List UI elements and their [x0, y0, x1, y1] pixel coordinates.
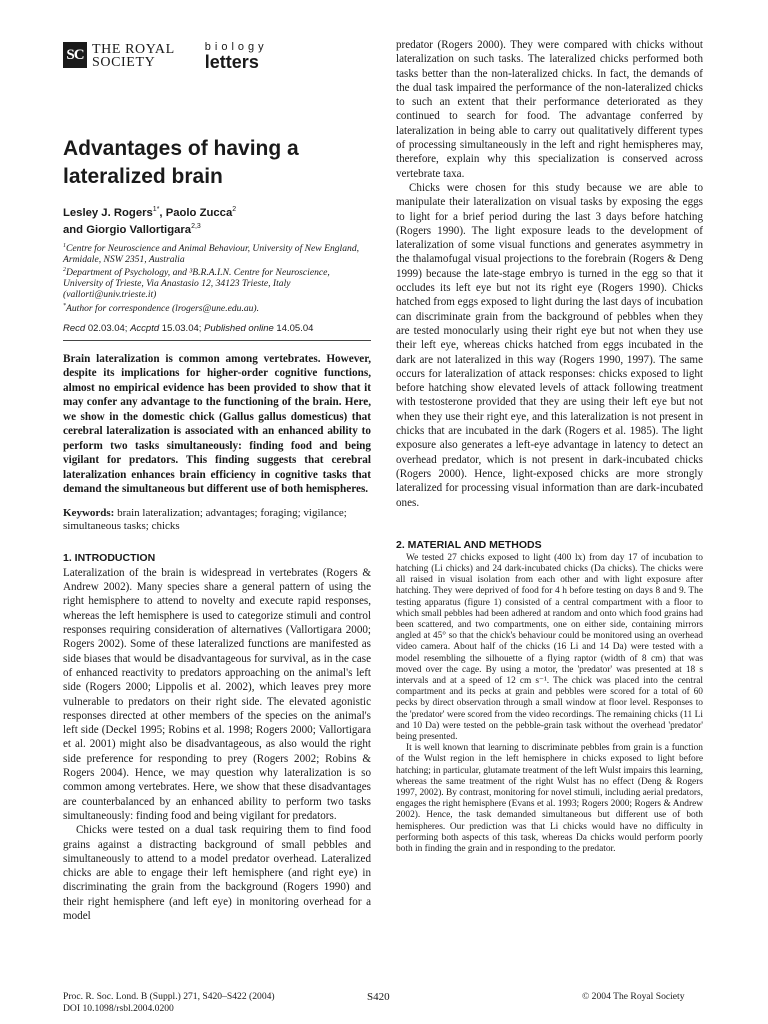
- author-3-sup: 2,3: [191, 222, 201, 230]
- affiliation-2: [63, 265, 371, 301]
- intro-paragraph-3: predator (Rogers 2000). They were compared with chicks without lateralization on such tasks. The lateralized chicks performed both tasks better than the non-lateralized chicks. In fact, the demands of the dual task impaired the performance of the non-lateralized chicks to such an extent that their performance deteriorated as they continued to search for food. The advantage conferred by lateralization in being able to carry out qualitatively different types of processing simultaneously in the left and right hemispheres may, therefore, explain why this specialization is conserved across vertebrate taxa.: [396, 39, 703, 180]
- society-line-1: THE ROYAL: [92, 42, 175, 57]
- doi-text: DOI 10.1098/rsbl.2004.0200: [63, 1002, 174, 1014]
- section-heading-methods: 2. MATERIAL AND METHODS: [396, 538, 542, 551]
- author-3: and Giorgio Vallortigara: [63, 223, 192, 236]
- journal-name-small: biology: [204, 41, 268, 53]
- dates-line: [63, 323, 371, 341]
- journal-name-big: letters: [204, 52, 259, 72]
- author-1: Lesley J. Rogers: [63, 206, 153, 219]
- affiliation-3: [63, 301, 371, 315]
- author-2: , Paolo Zucca: [159, 206, 233, 219]
- author-2-sup: 2: [232, 206, 237, 213]
- affiliation-1-sup: 1: [63, 242, 66, 249]
- right-column: [396, 38, 703, 855]
- copyright: © 2004 The Royal Society: [582, 991, 685, 1002]
- affiliation-2-text: Department of Psychology, and ³B.R.A.I.N. Centre for Neuroscience, University of Trieste, Via Anastasio 12, 34123 Trieste, Italy (vallorti@univ.trieste.it): [63, 267, 330, 301]
- recd-label: Recd: [63, 322, 86, 334]
- affiliation-1-text: Centre for Neuroscience and Animal Behaviour, University of New England, Armidale, NSW 2351, Australia: [63, 242, 360, 265]
- abstract: Brain lateralization is common among vertebrates. However, despite its implications for higher-order cognitive functions, almost no empirical evidence has been provided to show that it may confer any advantage to the functioning of the brain. Here, we show in the domestic chick (Gallus gallus domesticus) that cerebral lateralization is associated with an enhanced ability to perform two tasks simultaneously: finding food and being vigilant for predators. This finding suggests that cerebral lateralization enhances brain efficiency in cognitive tasks that demand the simultaneous but different use of both hemispheres.: [63, 352, 371, 496]
- affiliations: [63, 241, 371, 315]
- published-date: 14.05.04: [276, 322, 314, 334]
- article-title: Advantages of having a lateralized brain: [63, 137, 299, 188]
- affiliation-3-text: Author for correspondence (lrogers@une.edu.au).: [66, 303, 260, 315]
- author-list: [63, 203, 371, 237]
- keywords-text: brain lateralization; advantages; foraging; vigilance; simultaneous tasks; chicks: [63, 506, 347, 533]
- affiliation-1: [63, 241, 371, 266]
- intro-paragraph-4: Chicks were chosen for this study because we are able to manipulate their lateralization on visual tasks by exposing the eggs to light for a brief period during the last 3 days before hatching (Rogers 1990). The light exposure leads to the development of lateralization of some visual functions and generates asymmetry in the thalamofugal visual projections to the forebrain (Rogers & Deng 1999) because the late-stage embryo is turned in the egg so that it occludes its left eye but not its right eye (Rogers 1990). Chicks hatched from eggs exposed to light during the last days of incubation can discriminate grain from the background of pebbles when they are tested monocularly using their right eye but not when they use their left eye, whereas chicks hatched from eggs incubated in the dark are not lateralized in this way (Rogers 1990, 1997). The same occurs for lateralization of attack responses: chicks exposed to light before hatching show elevated levels of attack following treatment with testosterone provided that they are using their left eye but not when they use their right eye, and this lateralization is not present in chicks that are incubated in the dark (Rogers et al. 1985). The light exposure also generates a left-eye advantage in latency to detect an overhead predator, which is not present in dark-incubated chicks (Rogers 2000). Hence, light-exposed chicks are more strongly lateralized for processing visual information than are dark-incubated ones.: [396, 181, 703, 509]
- affiliation-3-sup: *: [63, 302, 66, 309]
- intro-paragraph-1: Lateralization of the brain is widespread in vertebrates (Rogers & Andrew 2002). Many species share a general pattern of using the right hemisphere to attend to novelty and execute rapid responses, whereas the left hemisphere is used to categorize stimuli and control responses requiring consideration of alternatives (Vallortigara 2000; Rogers 2002). Some of these lateralized functions are manifested as side biases that would be disadvantageous for survival, as in the case of enhanced reactivity to predators approaching on the animal's left side (Rogers 2000; Lippolis et al. 2002), which leaves prey more vulnerable to predators on their right side. The elevated agonistic responses directed at other members of the species on the animal's left side (Deckel 1995; Robins et al. 1998; Rogers 2000; Vallortigara et al. 2001) might also be disadvantageous, as also would the right side preference for responding to prey (Rogers 2002; Robins & Rogers 2004). Hence, we may question why lateralization is so common among vertebrates. Here, we show that these disadvantages are counterbalanced by an enhanced ability to perform two tasks simultaneously: finding food and being vigilant for predators.: [63, 566, 371, 822]
- keywords-label: Keywords:: [63, 506, 115, 519]
- intro-paragraph-2: Chicks were tested on a dual task requiring them to find food grains against a distracting background of small pebbles and simultaneously to attend to a model predator overhead. Lateralized chicks are able to engage their left hemisphere (and right eye) in discriminating the grain from the background (Rogers 1990) and their right hemisphere (and left eye) in monitoring overhead for a model: [63, 824, 371, 922]
- accptd-date: 15.03.04;: [161, 322, 202, 334]
- royal-society-logo-icon: SC: [63, 42, 87, 68]
- citation-text: Proc. R. Soc. Lond. B (Suppl.) 271, S420–S422 (2004): [63, 991, 275, 1002]
- left-column: [63, 40, 371, 923]
- journal-header: [63, 40, 371, 80]
- author-1-sup: 1*: [152, 206, 160, 213]
- society-line-2: SOCIETY: [92, 55, 156, 70]
- footer-citation: [63, 991, 275, 1014]
- section-heading-introduction: 1. INTRODUCTION: [63, 551, 156, 564]
- recd-date: 02.03.04;: [87, 322, 128, 334]
- society-name: [92, 43, 175, 69]
- published-label: Published online: [204, 322, 274, 334]
- methods-paragraph-1: We tested 27 chicks exposed to light (400 lx) from day 17 of incubation to hatching (Li chicks) and 24 dark-incubated chicks (Da chicks). The chicks were all raised in visual isolation from each other and with light exposure after hatching. They were deprived of food for 4 h before testing on days 8 and 9. The testing apparatus (figure 1) consisted of a central compartment with a floor to which small pebbles had been adhered at random and onto which food grains had been scattered, and two compartments, one on either side, containing mirrors angled at 45° so that the chick's behaviour could be monitored using an overhead video camera. About half of the chicks (16 Li and 14 Da) were tested with a model resembling the silhouette of a flying raptor (width of 8 cm) that was moved over the cage. By using a motor, the 'predator' was presented at 18 s intervals and at a speed of 12 cm s⁻¹. The chick was placed into the central compartment and its pecks at grain and pebbles were scored for a total of 60 pecks by direct observation through a small window at floor level. Responses to the 'predator' were scored from the video recordings. The remaining chicks (11 Li and 10 Da) were tested on the pebble-grain task without the overhead 'predator' being presented.: [396, 552, 703, 743]
- keywords: [63, 507, 371, 534]
- affiliation-2-sup: 2: [63, 267, 66, 274]
- accptd-label: Accptd: [130, 322, 160, 334]
- page-number: S420: [367, 991, 390, 1003]
- journal-name: [205, 42, 268, 71]
- methods-paragraph-2: It is well known that learning to discriminate pebbles from grain is a function of the Wulst region in the left hemisphere in chicks exposed to light before hatching; in particular, glutamate treatment of the left Wulst impairs this learning, whereas the same treatment of the right Wulst has no effect (Deng & Rogers 1997, 2002). By contrast, monitoring for novel stimuli, including aerial predators, engages the right hemisphere (Evans et al. 1993; Rogers 2000; Rogers & Andrew 2002). Hence, the task demanded simultaneous but different use of both hemispheres. Our prediction was that Li chicks would have no difficulty in performing both aspects of this task, whereas Da chicks would perform poorly both in finding the grain and in responding to the predator.: [396, 743, 703, 855]
